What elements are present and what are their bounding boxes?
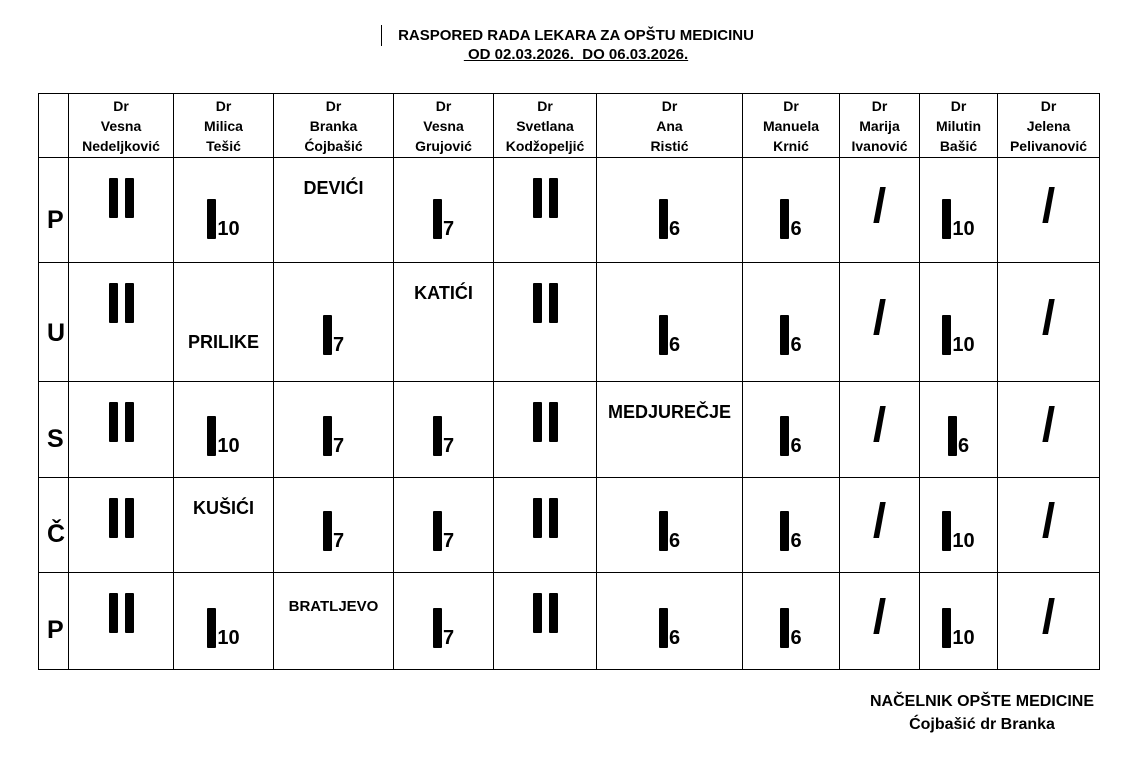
shift-number: 7: [442, 626, 455, 649]
shift-bar: [433, 416, 442, 456]
off-duty-mark: /: [872, 494, 887, 548]
shift-bar: [323, 416, 332, 456]
shift-bar: [659, 608, 668, 648]
double-shift-mark: [494, 498, 596, 538]
shift-number: 10: [952, 626, 975, 649]
off-duty-mark: /: [872, 291, 887, 345]
shift-bar: [109, 498, 118, 538]
schedule-cell: [597, 382, 743, 478]
single-shift-mark: [274, 416, 393, 456]
schedule-cell: [840, 382, 920, 478]
shift-bar: [125, 402, 134, 442]
title-line-2-date-range: OD 02.03.2026. DO 06.03.2026.: [463, 46, 689, 63]
shift-bar: [207, 199, 216, 239]
shift-bar: [549, 402, 558, 442]
schedule-cell: [998, 382, 1100, 478]
off-duty-mark: /: [1041, 494, 1056, 548]
single-shift-mark: [920, 511, 997, 551]
single-shift-mark: [174, 608, 273, 648]
doctor-last: Tešić: [206, 137, 241, 154]
shift-number: 6: [668, 626, 681, 649]
double-shift-mark: [494, 593, 596, 633]
doctor-prefix: Dr: [537, 97, 553, 114]
single-shift-mark: [743, 511, 839, 551]
schedule-cell: [274, 263, 394, 382]
off-duty-mark: /: [1041, 399, 1056, 452]
shift-number: 10: [217, 434, 240, 457]
shift-number: 6: [668, 333, 681, 356]
off-duty-mark: /: [1041, 291, 1056, 345]
schedule-cell: [394, 478, 494, 573]
single-shift-mark: [274, 315, 393, 355]
schedule-cell: [920, 573, 998, 670]
doctor-header: [840, 94, 920, 158]
single-shift-mark: [274, 511, 393, 551]
shift-bar: [125, 498, 134, 538]
shift-bar: [659, 511, 668, 551]
shift-number: 7: [332, 333, 345, 356]
double-shift-mark: [69, 402, 173, 442]
schedule-cell: [174, 382, 274, 478]
shift-bar: [125, 178, 134, 218]
doctor-header: [174, 94, 274, 158]
single-shift-mark: [394, 511, 493, 551]
shift-number: 6: [668, 217, 681, 240]
header-row: [39, 94, 1100, 158]
doctor-last: Grujović: [415, 137, 472, 154]
doctor-last: Bašić: [939, 137, 978, 154]
shift-number: 10: [952, 333, 975, 356]
schedule-cell: [920, 263, 998, 382]
shift-bar: [533, 593, 542, 633]
signature-block: [760, 690, 1124, 736]
schedule-cell: [920, 382, 998, 478]
schedule-cell: [743, 382, 840, 478]
doctor-prefix: Dr: [871, 97, 888, 114]
shift-number: 7: [332, 530, 345, 553]
location-label: KUŠIĆI: [192, 498, 254, 518]
shift-bar: [942, 199, 951, 239]
shift-number: 7: [332, 434, 345, 457]
shift-number: 6: [790, 530, 802, 553]
day-row: [39, 263, 1100, 382]
doctor-first: Vesna: [423, 117, 464, 134]
doctor-prefix: Dr: [783, 97, 799, 114]
doctor-last: Krnić: [773, 137, 809, 154]
day-label: Č: [39, 478, 69, 573]
shift-bar: [125, 283, 134, 323]
schedule-cell: [840, 158, 920, 263]
schedule-cell: [494, 573, 597, 670]
schedule-cell: [274, 478, 394, 573]
corner-cell: [39, 94, 69, 158]
location-label: PRILIKE: [187, 332, 259, 352]
single-shift-mark: [394, 416, 493, 456]
doctor-header: [274, 94, 394, 158]
schedule-cell: [597, 478, 743, 573]
shift-number: 7: [442, 434, 455, 457]
double-shift-mark: [494, 283, 596, 323]
shift-bar: [780, 199, 789, 239]
schedule-cell: [394, 263, 494, 382]
shift-bar: [942, 315, 951, 355]
doctor-last: Pelivanović: [1009, 137, 1088, 154]
shift-bar: [549, 593, 558, 633]
schedule-cell: [920, 158, 998, 263]
schedule-cell: [494, 478, 597, 573]
shift-bar: [207, 416, 216, 456]
shift-bar: [948, 416, 957, 456]
day-label: S: [39, 382, 69, 478]
schedule-cell: [920, 478, 998, 573]
doctor-prefix: Dr: [950, 97, 967, 114]
schedule-cell: [69, 263, 174, 382]
doctor-first: Milutin: [935, 117, 982, 134]
doctor-first: Ana: [656, 117, 683, 134]
schedule-cell: [69, 158, 174, 263]
schedule-cell: [743, 573, 840, 670]
double-shift-mark: [494, 402, 596, 442]
shift-bar: [942, 608, 951, 648]
doctor-header: [998, 94, 1100, 158]
document-title: [0, 26, 1124, 64]
schedule-cell: [998, 158, 1100, 263]
shift-number: 10: [217, 217, 240, 240]
off-duty-mark: /: [872, 590, 887, 644]
schedule-cell: [174, 158, 274, 263]
shift-number: 6: [790, 626, 802, 649]
shift-number: 6: [790, 333, 802, 356]
schedule-cell: [394, 158, 494, 263]
off-duty-mark: /: [1041, 179, 1056, 233]
schedule-cell: [69, 573, 174, 670]
schedule-cell: [743, 478, 840, 573]
shift-bar: [780, 511, 789, 551]
shift-bar: [942, 511, 951, 551]
shift-number: 6: [790, 434, 802, 457]
schedule-cell: [274, 573, 394, 670]
doctor-first: Manuela: [762, 117, 819, 134]
single-shift-mark: [743, 416, 839, 456]
schedule-cell: [743, 158, 840, 263]
doctor-first: Milica: [204, 117, 243, 134]
double-shift-mark: [69, 283, 173, 323]
schedule-cell: [174, 478, 274, 573]
doctor-first: Marija: [859, 117, 900, 134]
doctor-header: [920, 94, 998, 158]
doctor-last: Ivanović: [851, 137, 908, 154]
shift-bar: [533, 498, 542, 538]
shift-bar: [780, 608, 789, 648]
shift-number: 6: [668, 530, 681, 553]
title-line-1: RASPORED RADA LEKARA ZA OPŠTU MEDICINU: [398, 27, 754, 44]
schedule-cell: [69, 478, 174, 573]
location-label: MEDJUREČJE: [607, 402, 732, 422]
day-label: P: [39, 158, 69, 263]
schedule-cell: [494, 263, 597, 382]
doctor-last: Nedeljković: [82, 137, 160, 154]
shift-bar: [780, 416, 789, 456]
shift-bar: [207, 608, 216, 648]
doctor-prefix: Dr: [661, 97, 678, 114]
shift-bar: [433, 199, 442, 239]
doctor-prefix: Dr: [113, 97, 129, 114]
single-shift-mark: [743, 199, 839, 239]
single-shift-mark: [174, 199, 273, 239]
shift-bar: [109, 402, 118, 442]
double-shift-mark: [69, 593, 173, 633]
schedule-cell: [998, 478, 1100, 573]
location-label: BRATLJEVO: [288, 598, 379, 615]
doctor-first: Jelena: [1026, 117, 1071, 134]
single-shift-mark: [920, 199, 997, 239]
shift-bar: [109, 178, 118, 218]
off-duty-mark: /: [872, 179, 887, 233]
shift-number: 10: [952, 530, 975, 553]
day-row: [39, 158, 1100, 263]
shift-bar: [780, 315, 789, 355]
shift-bar: [533, 402, 542, 442]
shift-bar: [323, 511, 332, 551]
doctor-prefix: Dr: [1040, 97, 1057, 114]
doctor-header: [394, 94, 494, 158]
shift-bar: [533, 178, 542, 218]
shift-bar: [109, 283, 118, 323]
single-shift-mark: [743, 608, 839, 648]
day-label: P: [39, 573, 69, 670]
signature-name: Ćojbašić dr Branka: [909, 716, 1055, 733]
doctor-first: Branka: [309, 117, 358, 134]
doctor-last: Ćojbašić: [304, 137, 363, 154]
shift-bar: [433, 608, 442, 648]
off-duty-mark: /: [1041, 590, 1056, 644]
doctor-first: Svetlana: [516, 117, 574, 134]
single-shift-mark: [920, 315, 997, 355]
schedule-table: [38, 93, 1100, 670]
shift-bar: [549, 178, 558, 218]
schedule-cell: [840, 263, 920, 382]
single-shift-mark: [597, 608, 742, 648]
single-shift-mark: [920, 608, 997, 648]
day-row: [39, 382, 1100, 478]
shift-bar: [109, 593, 118, 633]
schedule-cell: [174, 573, 274, 670]
schedule-cell: [743, 263, 840, 382]
doctor-header: [69, 94, 174, 158]
schedule-cell: [998, 263, 1100, 382]
schedule-cell: [394, 382, 494, 478]
day-row: [39, 478, 1100, 573]
shift-bar: [323, 315, 332, 355]
single-shift-mark: [597, 199, 742, 239]
shift-number: 6: [790, 217, 802, 240]
schedule-cell: [494, 382, 597, 478]
doctor-header: [597, 94, 743, 158]
doctor-prefix: Dr: [435, 97, 452, 114]
schedule-cell: [274, 158, 394, 263]
location-label: DEVIĆI: [303, 178, 364, 198]
signature-title: NAČELNIK OPŠTE MEDICINE: [869, 693, 1094, 710]
schedule-cell: [597, 158, 743, 263]
doctor-first: Vesna: [100, 117, 142, 134]
shift-bar: [433, 511, 442, 551]
double-shift-mark: [69, 178, 173, 218]
day-label: U: [39, 263, 69, 382]
schedule-cell: [840, 573, 920, 670]
schedule-cell: [840, 478, 920, 573]
location-label: KATIĆI: [414, 283, 473, 303]
schedule-cell: [174, 263, 274, 382]
schedule-cell: [69, 382, 174, 478]
single-shift-mark: [597, 511, 742, 551]
single-shift-mark: [920, 416, 997, 456]
shift-number: 10: [217, 626, 240, 649]
single-shift-mark: [394, 608, 493, 648]
shift-bar: [533, 283, 542, 323]
doctor-prefix: Dr: [215, 97, 232, 114]
doctor-prefix: Dr: [325, 97, 342, 114]
shift-number: 7: [442, 217, 455, 240]
doctor-last: Kodžopeljić: [505, 137, 585, 154]
single-shift-mark: [743, 315, 839, 355]
off-duty-mark: /: [872, 399, 887, 452]
single-shift-mark: [394, 199, 493, 239]
double-shift-mark: [494, 178, 596, 218]
schedule-cell: [597, 573, 743, 670]
schedule-cell: [494, 158, 597, 263]
double-shift-mark: [69, 498, 173, 538]
schedule-cell: [998, 573, 1100, 670]
schedule-cell: [597, 263, 743, 382]
shift-bar: [549, 283, 558, 323]
doctor-header: [743, 94, 840, 158]
doctor-last: Ristić: [650, 137, 689, 154]
shift-number: 6: [957, 434, 970, 457]
schedule-cell: [394, 573, 494, 670]
single-shift-mark: [597, 315, 742, 355]
single-shift-mark: [174, 416, 273, 456]
shift-bar: [659, 315, 668, 355]
doctor-header: [494, 94, 597, 158]
schedule-cell: [274, 382, 394, 478]
shift-bar: [125, 593, 134, 633]
shift-number: 7: [442, 530, 455, 553]
day-row: [39, 573, 1100, 670]
shift-number: 10: [952, 217, 975, 240]
shift-bar: [549, 498, 558, 538]
shift-bar: [659, 199, 668, 239]
